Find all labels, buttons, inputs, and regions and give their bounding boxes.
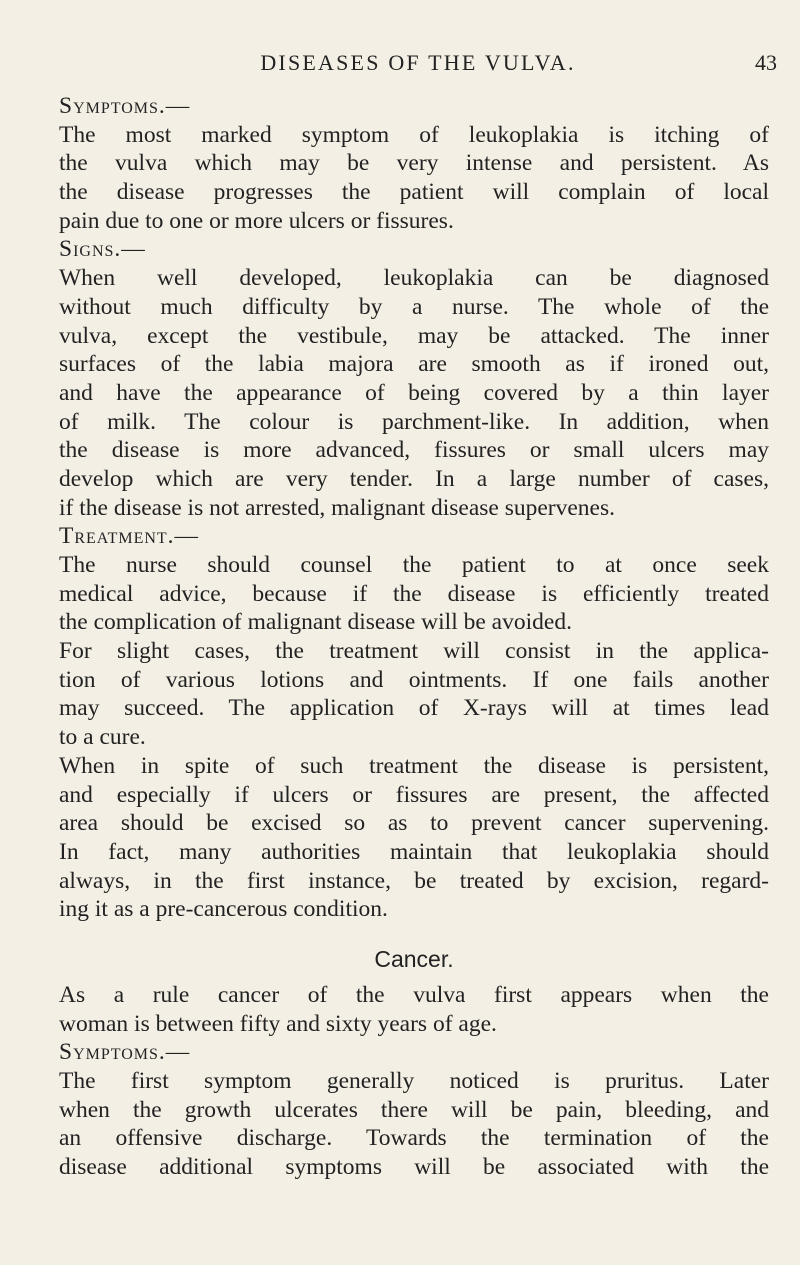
- text-line: the vulva which may be very intense and persistent. As: [59, 150, 769, 177]
- text-line: the complication of malignant disease will be avoided.: [59, 609, 572, 636]
- text-line: tion of various lotions and ointments. If one fails another: [59, 666, 769, 693]
- section-title-cancer: Cancer.: [374, 945, 454, 972]
- text-line: the disease is more advanced, fissures or small ulcers may: [59, 437, 769, 464]
- text-line: For slight cases, the treatment will consist in the applica-: [59, 638, 769, 665]
- text-line: The most marked symptom of leukoplakia is itching of: [59, 121, 769, 148]
- text-line: may succeed. The application of X-rays will at times lead: [59, 695, 769, 722]
- section-heading-symptoms: Symptoms.—: [59, 93, 191, 119]
- running-head: [59, 48, 777, 78]
- text-line: vulva, except the vestibule, may be attacked. The inner: [59, 322, 769, 349]
- section-heading-signs: Signs.—: [59, 236, 146, 263]
- text-line: As a rule cancer of the vulva first appears when the: [59, 981, 769, 1008]
- section-heading-cancer-symptoms: Symptoms.—: [59, 1039, 191, 1066]
- text-line: When well developed, leukoplakia can be diagnosed: [59, 265, 769, 292]
- text-line: without much difficulty by a nurse. The whole of the: [59, 293, 769, 320]
- body-text: [59, 92, 769, 1182]
- text-line: an offensive discharge. Towards the termination of the: [59, 1125, 769, 1152]
- text-line: In fact, many authorities maintain that leukoplakia should: [59, 838, 769, 865]
- text-line: of milk. The colour is parchment-like. In addition, when: [59, 408, 769, 435]
- text-line: develop which are very tender. In a large number of cases,: [59, 465, 769, 492]
- text-line: to a cure.: [59, 724, 146, 751]
- running-title: DISEASES OF THE VULVA.: [260, 50, 576, 75]
- page-number: 43: [755, 50, 777, 75]
- text-line: area should be excised so as to prevent cancer supervening.: [59, 810, 769, 837]
- text-line: medical advice, because if the disease is efficiently treated: [59, 580, 769, 607]
- text-line: if the disease is not arrested, malignant disease supervenes.: [59, 494, 615, 521]
- text-line: when the growth ulcerates there will be pain, bleeding, and: [59, 1096, 769, 1123]
- text-line: the disease progresses the patient will complain of local: [59, 179, 769, 206]
- text-line: pain due to one or more ulcers or fissures.: [59, 207, 454, 234]
- text-line: woman is between fifty and sixty years of age.: [59, 1010, 497, 1037]
- text-line: The first symptom generally noticed is pruritus. Later: [59, 1068, 769, 1094]
- text-line: The nurse should counsel the patient to at once seek: [59, 552, 769, 578]
- text-line: ing it as a pre-cancerous condition.: [59, 896, 388, 923]
- text-line: disease additional symptoms will be associated with the: [59, 1154, 769, 1181]
- text-line: and especially if ulcers or fissures are present, the affected: [59, 781, 769, 808]
- section-heading-treatment: Treatment.—: [59, 523, 200, 550]
- text-line: and have the appearance of being covered by a thin layer: [59, 379, 769, 406]
- text-line: always, in the first instance, be treated by excision, regard-: [59, 867, 769, 894]
- text-line: surfaces of the labia majora are smooth as if ironed out,: [59, 351, 769, 378]
- text-line: When in spite of such treatment the disease is persistent,: [59, 752, 769, 779]
